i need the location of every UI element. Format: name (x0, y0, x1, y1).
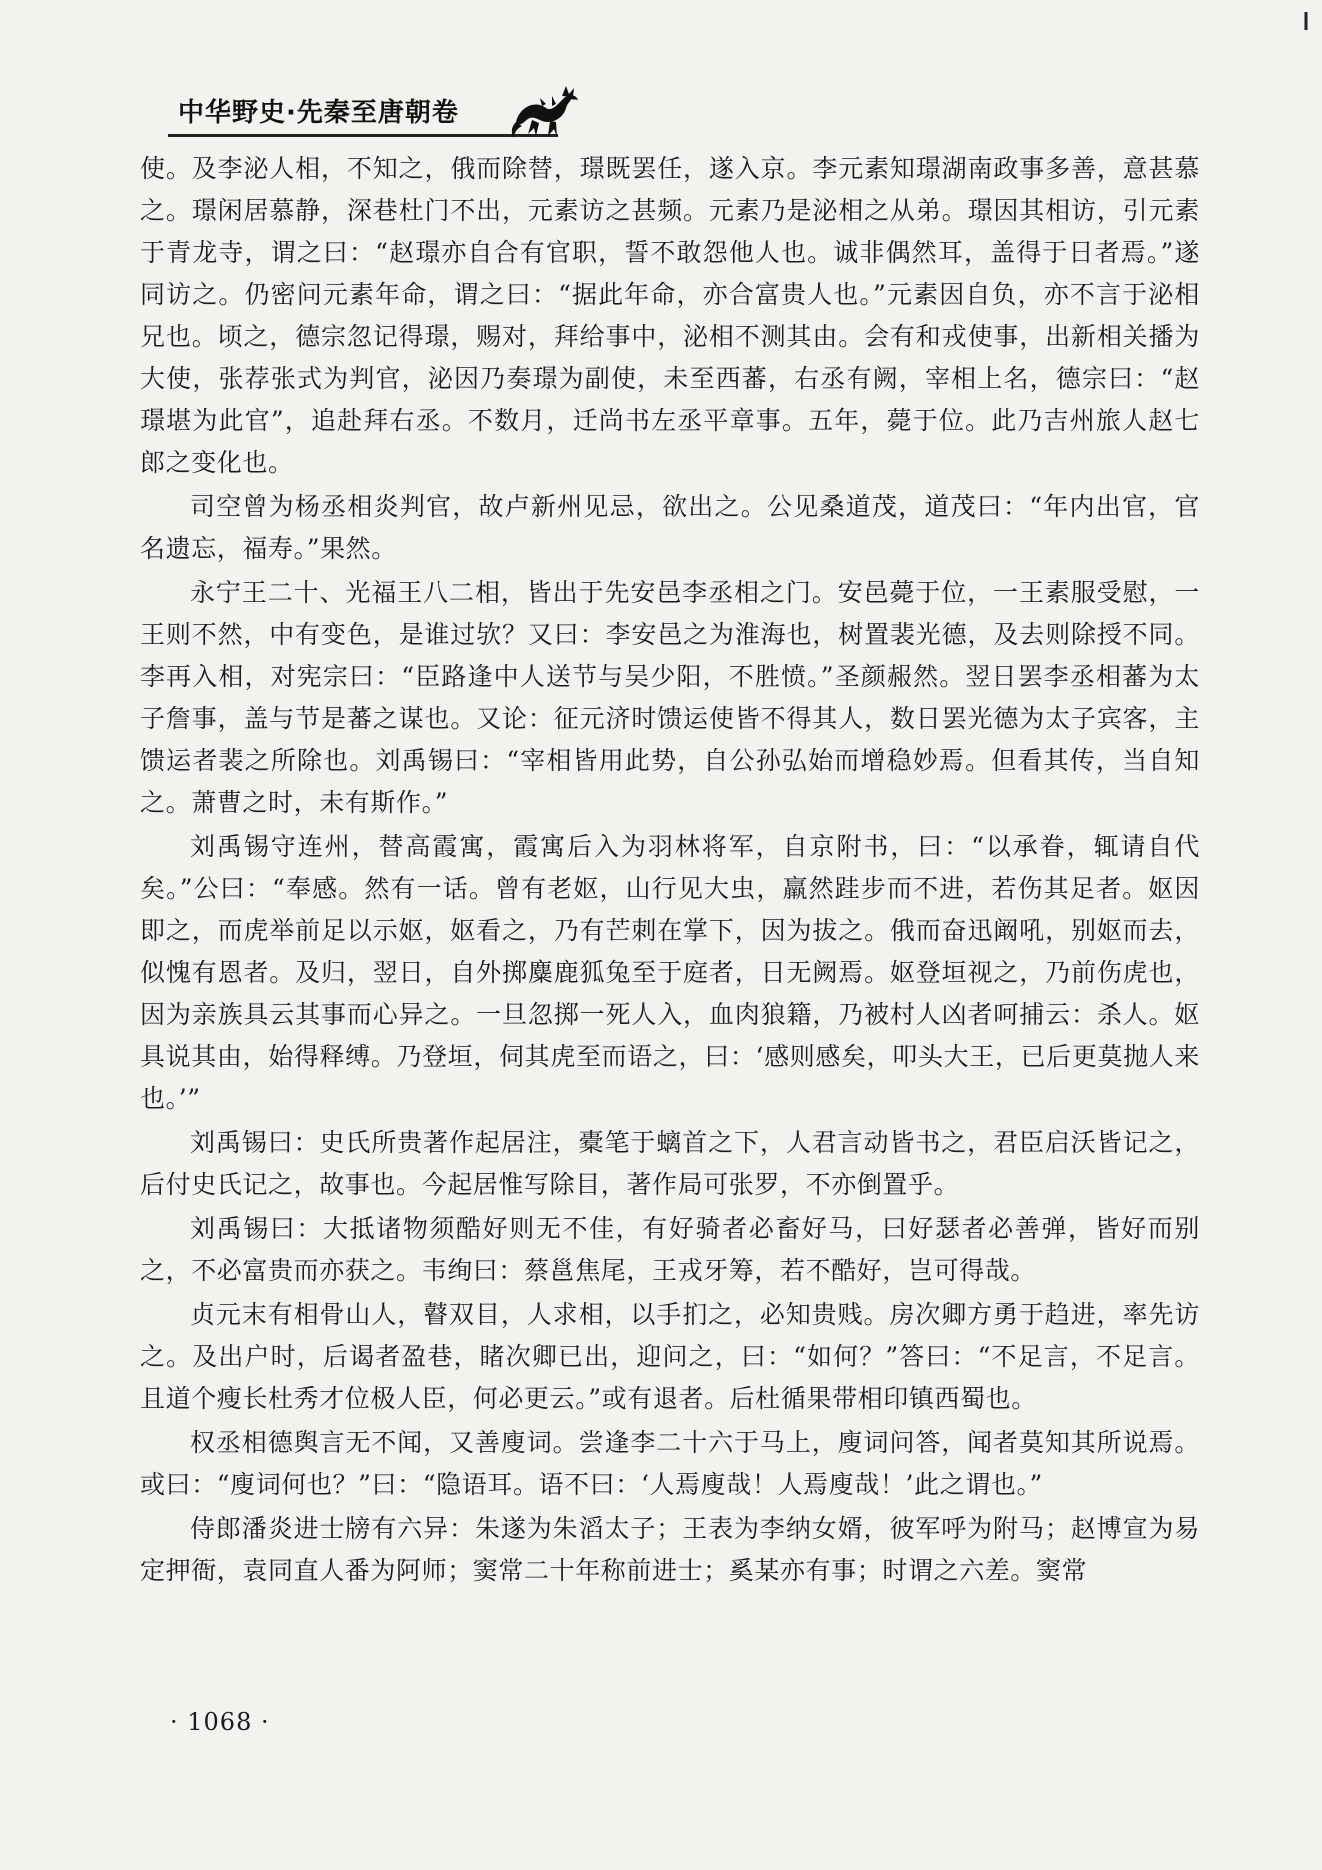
paragraph: 刘禹锡曰：大抵诸物须酷好则无不佳，有好骑者必畜好马，曰好瑟者必善弹，皆好而别之，不必富贵而亦获之。韦绚曰：蔡邕焦尾，王戎牙筹，若不酷好，岂可得哉。 (140, 1214, 1200, 1285)
body-text (140, 148, 1200, 1594)
running-header (168, 82, 658, 142)
paragraph: 贞元末有相骨山人，瞽双目，人求相，以手扪之，必知贵贱。房次卿方勇于趋进，率先访之。及出户时，后谒者盈巷，睹次卿已出，迎问之，曰：“如何？”答曰：“不足言，不足言。且道个瘦长杜秀才位极人臣，何必更云。”或有退者。后杜循果带相印镇西蜀也。 (140, 1300, 1200, 1413)
paragraph: 刘禹锡守连州，替高霞寓，霞寓后入为羽林将军，自京附书，曰：“以承眷，辄请自代矣。”公曰：“奉感。然有一话。曾有老妪，山行见大虫，羸然跬步而不进，若伤其足者。妪因即之，而虎举前足以示妪，妪看之，乃有芒刺在掌下，因为拔之。俄而奋迅阚吼，别妪而去，似愧有恩者。及归，翌日，自外掷麋鹿狐兔至于庭者，日无阙焉。妪登垣视之，乃前伤虎也，因为亲族具云其事而心异之。一旦忽掷一死人入，血肉狼籍，乃被村人凶者呵捕云：杀人。妪具说其由，始得释缚。乃登垣，伺其虎至而语之，曰：‘感则感矣，叩头大王，已后更莫抛人来也。’” (140, 832, 1200, 1113)
paragraph: 永宁王二十、光福王八二相，皆出于先安邑李丞相之门。安邑薨于位，一王素服受慰，一王则不然，中有变色，是谁过欤？又曰：李安邑之为淮海也，树置裴光德，及去则除授不同。李再入相，对宪宗曰：“臣路逢中人送节与吴少阳，不胜愤。”圣颜赧然。翌日罢李丞相蕃为太子詹事，盖与节是蕃之谋也。又论：征元济时馈运使皆不得其人，数日罢光德为太子宾客，主馈运者裴之所除也。刘禹锡曰：“宰相皆用此势，自公孙弘始而增稳妙焉。但看其传，当自知之。萧曹之时，未有斯作。” (140, 578, 1200, 817)
header-title: 中华野史·先秦至唐朝卷 (178, 98, 459, 128)
dragon-icon (506, 82, 586, 142)
scan-corner-mark (1300, 12, 1312, 30)
page-number: · 1068 · (170, 1708, 270, 1736)
paragraph: 权丞相德舆言无不闻，又善廋词。尝逢李二十六于马上，廋词问答，闻者莫知其所说焉。或曰：“廋词何也？”曰：“隐语耳。语不曰：‘人焉廋哉！人焉廋哉！’此之谓也。” (140, 1428, 1200, 1499)
paragraph: 使。及李泌人相，不知之，俄而除替，璟既罢任，遂入京。李元素知璟湖南政事多善，意甚慕之。璟闲居慕静，深巷杜门不出，元素访之甚频。元素乃是泌相之从弟。璟因其相访，引元素于青龙寺，谓之曰：“赵璟亦自合有官职，誓不敢怨他人也。诚非偶然耳，盖得于日者焉。”遂同访之。仍密问元素年命，谓之曰：“据此年命，亦合富贵人也。”元素因自负，亦不言于泌相兄也。顷之，德宗忽记得璟，赐对，拜给事中，泌相不测其由。会有和戎使事，出新相关播为大使，张荐张式为判官，泌因乃奏璟为副使，未至西蕃，右丞有阙，宰相上名，德宗曰：“赵璟堪为此官”，追赴拜右丞。不数月，迁尚书左丞平章事。五年，薨于位。此乃吉州旅人赵七郎之变化也。 (140, 154, 1200, 477)
header-rule (168, 134, 558, 137)
paragraph: 侍郎潘炎进士牓有六异：朱遂为朱滔太子；王表为李纳女婿，彼军呼为附马；赵博宣为易定押衙，袁同直人番为阿师；窦常二十年称前进士；奚某亦有事；时谓之六差。窦常 (140, 1514, 1200, 1585)
paragraph: 司空曾为杨丞相炎判官，故卢新州见忌，欲出之。公见桑道茂，道茂曰：“年内出官，官名遗忘，福寿。”果然。 (140, 492, 1200, 563)
paragraph: 刘禹锡曰：史氏所贵著作起居注，橐笔于螭首之下，人君言动皆书之，君臣启沃皆记之，后付史氏记之，故事也。今起居惟写除目，著作局可张罗，不亦倒置乎。 (140, 1128, 1200, 1199)
